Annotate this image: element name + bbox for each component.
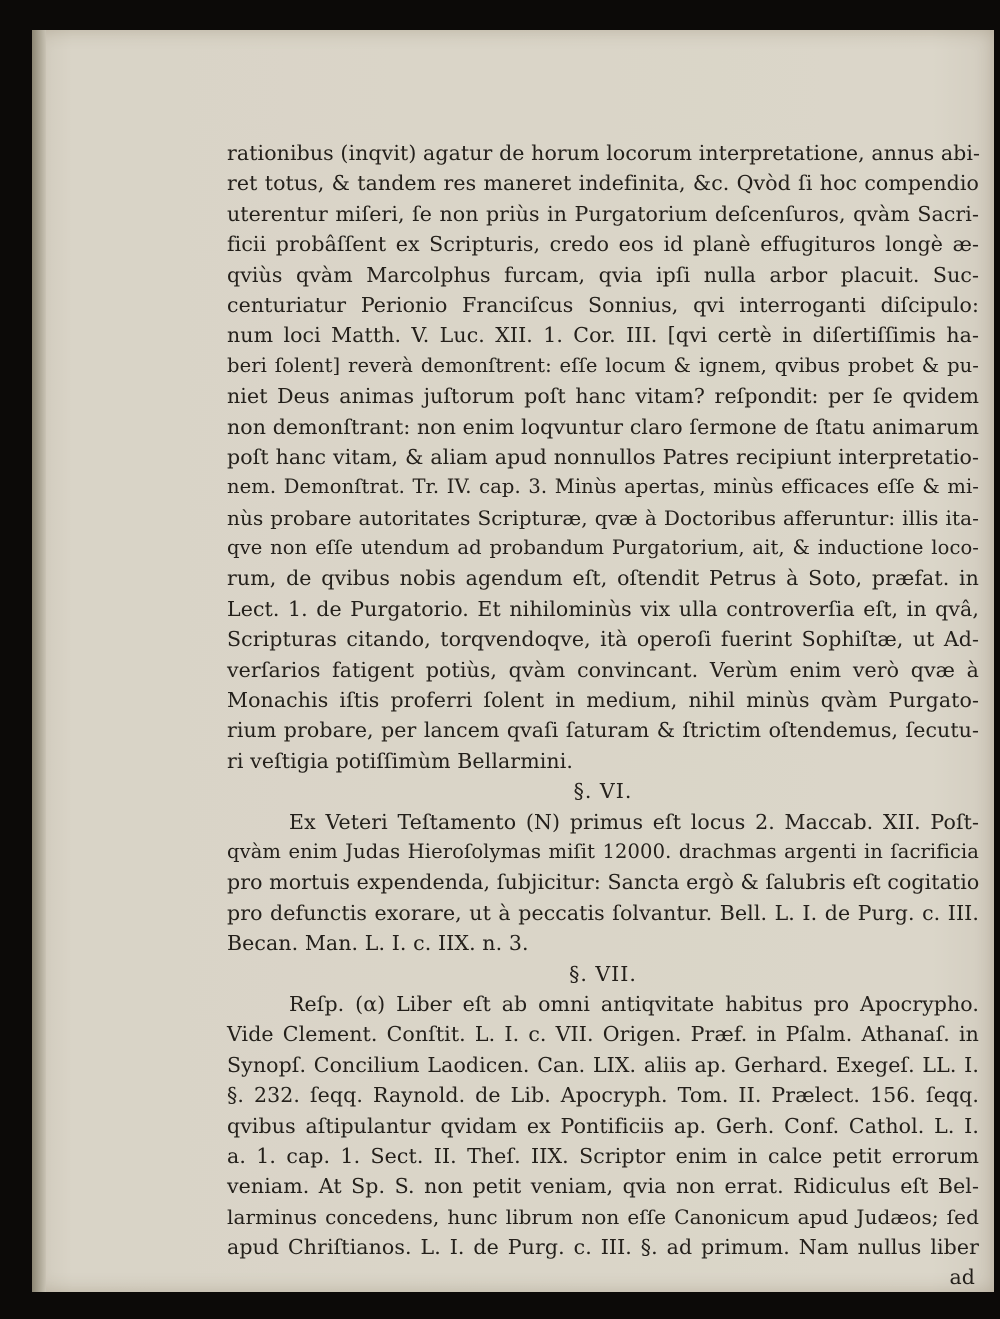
text-line: ri veſtigia potiſſimùm Bellarmini.: [227, 748, 573, 773]
text-line: Monachis iſtis proferri ſolent in medium, nihil minùs qvàm Purgato-: [227, 688, 979, 713]
text-line: beri ſolent] reverà demonſtrent: eſſe locum & ignem, qvibus probet & pu-: [227, 353, 979, 377]
text-line: Scripturas citando, torqvendoqve, ità operoſi fuerint Sophiſtæ, ut Ad-: [227, 627, 979, 652]
text-line: pro defunctis exorare, ut à peccatis ſolvantur. Bell. L. I. de Purg. c. III.: [227, 900, 979, 925]
catchword: ad: [949, 1265, 975, 1290]
text-line: rium probare, per lancem qvaſi ſaturam & ſtrictim oſtendemus, ſecutu-: [227, 718, 979, 743]
text-line: a. 1. cap. 1. Sect. II. Theſ. IIX. Scriptor enim in calce petit errorum: [227, 1143, 979, 1168]
text-line: larminus concedens, hunc librum non eſſe Canonicum apud Judæos; ſed: [227, 1204, 979, 1229]
text-line: Becan. Man. L. I. c. IIX. n. 3.: [227, 931, 529, 956]
text-line: centuriatur Perionio Franciſcus Sonnius, qvi interroganti diſcipulo:: [227, 292, 979, 317]
text-line: non demonſtrant: non enim loqvuntur claro ſermone de ſtatu animarum: [227, 414, 979, 439]
text-line: qviùs qvàm Marcolphus furcam, qvia ipſi nulla arbor placuit. Suc-: [227, 262, 979, 287]
page-binding-edge: [32, 30, 46, 1292]
text-line: qvibus aſtipulantur qvidam ex Pontificiis ap. Gerh. Conf. Cathol. L. I.: [227, 1113, 979, 1138]
book-page: [32, 30, 994, 1292]
body-text: [227, 138, 979, 1293]
text-line: ficii probâſſent ex Scripturis, credo eos id planè effugituros longè æ-: [227, 232, 979, 257]
text-line: niet Deus animas juſtorum poſt hanc vitam? reſpondit: per ſe qvidem: [227, 384, 979, 409]
section-heading: §. VI.: [573, 779, 633, 804]
text-line: verſarios fatigent potiùs, qvàm convincant. Verùm enim verò qvæ à: [227, 657, 979, 682]
text-line: pro mortuis expendenda, ſubjicitur: Sancta ergò & ſalubris eſt cogitatio: [227, 870, 980, 895]
text-line: veniam. At Sp. S. non petit veniam, qvia non errat. Ridiculus eſt Bel-: [227, 1174, 979, 1199]
text-line: poſt hanc vitam, & aliam apud nonnullos Patres recipiunt interpretatio-: [227, 444, 979, 469]
text-line: nùs probare autoritates Scripturæ, qvæ à Doctoribus afferuntur: illis ita-: [227, 505, 979, 530]
text-line: Vide Clement. Conſtit. L. I. c. VII. Origen. Præf. in Pſalm. Athanaſ. in: [227, 1022, 979, 1047]
text-line: num loci Matth. V. Luc. XII. 1. Cor. III. [qvi certè in diſertiſſimis ha-: [227, 323, 979, 348]
text-line: qvàm enim Judas Hieroſolymas miſit 12000. drachmas argenti in ſacrificia: [227, 839, 979, 863]
text-line: uterentur miſeri, ſe non priùs in Purgatorium deſcenſuros, qvàm Sacri-: [227, 201, 979, 226]
text-line: §. 232. ſeqq. Raynold. de Lib. Apocryph. Tom. II. Prælect. 156. ſeqq.: [227, 1083, 979, 1108]
section-heading: §. VII.: [569, 961, 637, 986]
text-line: ret totus, & tandem res maneret indefinita, &c. Qvòd ſi hoc compendio: [227, 171, 979, 196]
text-line: Reſp. (α) Liber eſt ab omni antiqvitate habitus pro Apocrypho.: [289, 991, 979, 1016]
text-line: qve non eſſe utendum ad probandum Purgatorium, ait, & inductione loco-: [227, 536, 979, 560]
text-line: rum, de qvibus nobis agendum eſt, oſtendit Petrus à Soto, præfat. in: [227, 566, 979, 591]
text-line: apud Chriſtianos. L. I. de Purg. c. III. §. ad primum. Nam nullus liber: [227, 1235, 979, 1260]
text-line: Lect. 1. de Purgatorio. Et nihilominùs vix ulla controverſia eſt, in qvâ,: [227, 596, 979, 621]
text-line: Ex Veteri Teſtamento (N) primus eſt locus 2. Maccab. XII. Poſt-: [289, 809, 979, 834]
text-line: Synopſ. Concilium Laodicen. Can. LIX. aliis ap. Gerhard. Exegeſ. LL. I.: [227, 1052, 979, 1077]
text-line: rationibus (inqvit) agatur de horum locorum interpretatione, annus abi-: [227, 141, 981, 165]
text-line: nem. Demonſtrat. Tr. IV. cap. 3. Minùs apertas, minùs efficaces eſſe & mi-: [227, 475, 979, 499]
